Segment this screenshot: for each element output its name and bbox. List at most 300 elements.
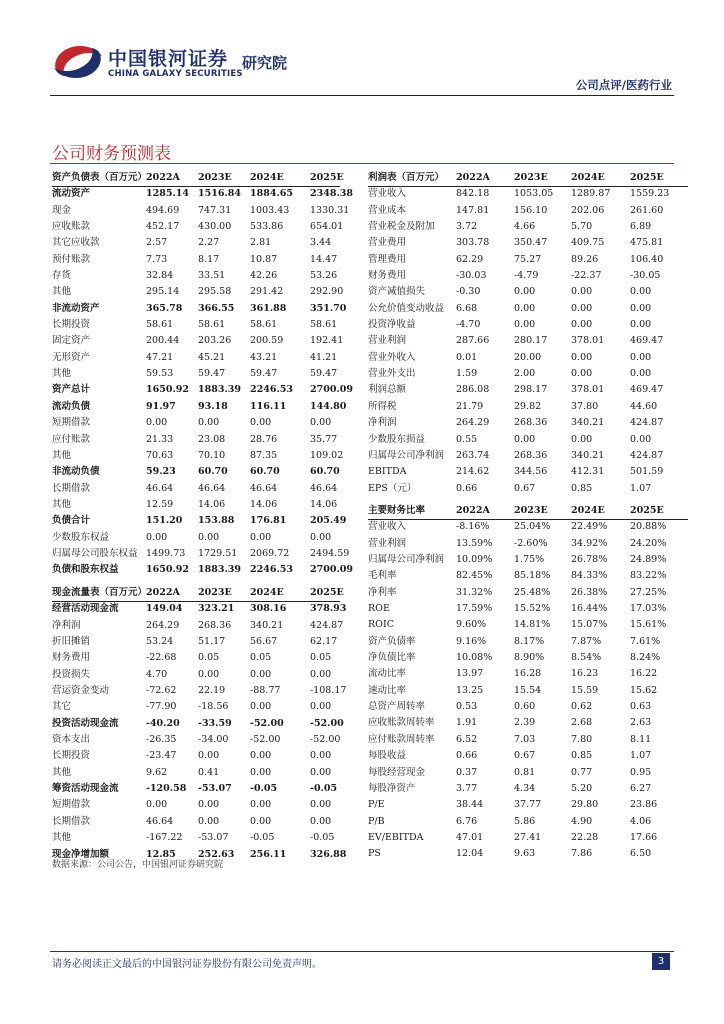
row-label: 利润总额 bbox=[368, 384, 407, 396]
cell-value: 0.55 bbox=[456, 433, 478, 445]
cell-value: -33.59 bbox=[198, 717, 232, 729]
table-row bbox=[368, 617, 688, 633]
row-label: 其他 bbox=[52, 286, 72, 298]
cell-value: 533.86 bbox=[250, 221, 284, 233]
table-row bbox=[52, 667, 340, 683]
column-header: 2022A bbox=[456, 172, 490, 183]
row-label: 每股收益 bbox=[368, 750, 407, 762]
row-label: 投资损失 bbox=[52, 668, 91, 680]
cell-value: 23.08 bbox=[198, 433, 226, 445]
row-label: 流动资产 bbox=[52, 188, 91, 200]
cell-value: 323.21 bbox=[198, 603, 235, 615]
cell-value: 8.24% bbox=[630, 652, 661, 664]
cell-value: -52.00 bbox=[250, 734, 281, 746]
row-label: 流动比率 bbox=[368, 668, 407, 680]
row-label: 折旧摊销 bbox=[52, 636, 91, 648]
table-header-row bbox=[52, 585, 344, 601]
row-label: 营业外收入 bbox=[368, 351, 416, 363]
cell-value: 291.42 bbox=[250, 286, 284, 298]
cell-value: 59.23 bbox=[146, 466, 176, 478]
table-row bbox=[52, 333, 344, 349]
cell-value: 15.52% bbox=[514, 603, 551, 615]
cell-value: 14.06 bbox=[250, 498, 278, 510]
row-label: 应收账款周转率 bbox=[368, 717, 435, 729]
cell-value: -52.00 bbox=[310, 734, 341, 746]
cell-value: 287.66 bbox=[456, 335, 490, 347]
row-label: 净利润 bbox=[368, 417, 397, 429]
row-label: 应付账款周转率 bbox=[368, 733, 435, 745]
cell-value: 494.69 bbox=[146, 204, 180, 216]
cell-value: 344.56 bbox=[514, 466, 548, 478]
row-label: 公允价值变动收益 bbox=[368, 302, 445, 314]
cell-value: 91.97 bbox=[146, 400, 176, 412]
cell-value: 153.88 bbox=[198, 515, 235, 527]
cell-value: 13.97 bbox=[456, 668, 484, 680]
cell-value: 0.00 bbox=[198, 799, 220, 811]
row-label: 财务费用 bbox=[368, 270, 407, 282]
cell-value: 200.59 bbox=[250, 335, 284, 347]
income-statement-table bbox=[368, 170, 688, 497]
section-title: 公司财务预测表 bbox=[52, 144, 171, 164]
cell-value: 501.59 bbox=[630, 466, 664, 478]
cell-value: 0.41 bbox=[198, 766, 220, 778]
cell-value: 10.08% bbox=[456, 652, 493, 664]
cell-value: 0.67 bbox=[514, 750, 536, 762]
column-header: 2022A bbox=[146, 587, 180, 598]
cell-value: 62.29 bbox=[456, 253, 484, 265]
cell-value: 15.61% bbox=[630, 619, 667, 631]
cell-value: 0.00 bbox=[198, 531, 220, 543]
cell-value: 2348.38 bbox=[310, 188, 353, 200]
cell-value: 15.62 bbox=[630, 684, 658, 696]
cell-value: 264.29 bbox=[456, 417, 490, 429]
table-title: 主要财务比率 bbox=[368, 505, 426, 516]
row-label: 资产负债率 bbox=[368, 635, 416, 647]
cell-value: -0.30 bbox=[456, 286, 481, 298]
cell-value: 0.00 bbox=[250, 417, 272, 429]
cell-value: 0.00 bbox=[630, 433, 652, 445]
table-row bbox=[368, 699, 688, 715]
row-label: 其他 bbox=[52, 498, 72, 510]
cell-value: 10.09% bbox=[456, 554, 493, 566]
row-label: 负债和股东权益 bbox=[52, 564, 119, 576]
cell-value: 0.00 bbox=[198, 750, 220, 762]
cell-value: 15.54 bbox=[514, 684, 542, 696]
row-label: 资产减值损失 bbox=[368, 286, 426, 298]
financial-ratios-table bbox=[368, 503, 688, 863]
row-label: 其它应收款 bbox=[52, 237, 100, 249]
table-row bbox=[52, 797, 340, 813]
cell-value: 14.06 bbox=[310, 498, 338, 510]
cell-value: 1883.39 bbox=[198, 384, 241, 396]
row-label: 现金 bbox=[52, 204, 72, 216]
table-row bbox=[52, 415, 340, 431]
cell-value: 0.00 bbox=[250, 799, 272, 811]
cell-value: 0.00 bbox=[250, 701, 272, 713]
row-label: 存货 bbox=[52, 270, 72, 282]
table-row bbox=[52, 830, 340, 846]
cell-value: 176.81 bbox=[250, 515, 287, 527]
table-row bbox=[52, 765, 340, 781]
page-number: 3 bbox=[652, 953, 670, 970]
table-row bbox=[368, 585, 688, 601]
cell-value: 59.47 bbox=[250, 368, 278, 380]
row-label: PS bbox=[368, 848, 381, 860]
cell-value: 1.59 bbox=[456, 368, 478, 380]
table-row bbox=[368, 715, 688, 731]
cell-value: 37.80 bbox=[571, 400, 599, 412]
cell-value: 9.63 bbox=[514, 848, 536, 860]
cell-value: 106.40 bbox=[630, 253, 664, 265]
cell-value: 6.76 bbox=[456, 815, 478, 827]
row-label: 营业费用 bbox=[368, 237, 407, 249]
cell-value: 151.20 bbox=[146, 515, 183, 527]
cell-value: 14.06 bbox=[198, 498, 226, 510]
cell-value: 15.07% bbox=[571, 619, 608, 631]
cell-value: 8.90% bbox=[514, 652, 545, 664]
cell-value: 0.00 bbox=[198, 668, 220, 680]
cell-value: 58.61 bbox=[310, 319, 338, 331]
cell-value: 1650.92 bbox=[146, 564, 189, 576]
table-row bbox=[368, 268, 688, 284]
table-row bbox=[368, 519, 688, 535]
table-row bbox=[52, 699, 340, 715]
cell-value: 1729.51 bbox=[198, 547, 238, 559]
table-row bbox=[52, 497, 340, 513]
table-row bbox=[52, 732, 340, 748]
table-row bbox=[52, 481, 340, 497]
cell-value: 0.85 bbox=[571, 482, 593, 494]
table-header-row bbox=[52, 170, 344, 186]
cell-value: -40.20 bbox=[146, 717, 180, 729]
cell-value: 1559.23 bbox=[630, 188, 670, 200]
cell-value: 59.53 bbox=[146, 368, 174, 380]
row-label: EV/EBITDA bbox=[368, 831, 424, 843]
cell-value: -0.05 bbox=[250, 783, 278, 795]
cell-value: 298.17 bbox=[514, 384, 548, 396]
row-label: 应付账款 bbox=[52, 433, 91, 445]
table-row bbox=[368, 219, 688, 235]
row-label: 总资产周转率 bbox=[368, 701, 426, 713]
cell-value: 452.17 bbox=[146, 221, 180, 233]
cell-value: 46.64 bbox=[310, 482, 338, 494]
row-label: 营业利润 bbox=[368, 335, 407, 347]
cell-value: 1.75% bbox=[514, 554, 545, 566]
cell-value: 46.64 bbox=[198, 482, 226, 494]
cell-value: 4.34 bbox=[514, 782, 536, 794]
cell-value: 424.87 bbox=[630, 449, 664, 461]
table-row bbox=[52, 399, 347, 415]
row-label: 营业成本 bbox=[368, 204, 407, 216]
footer-divider bbox=[50, 951, 674, 952]
table-row bbox=[368, 814, 688, 830]
row-label: 资本支出 bbox=[52, 734, 91, 746]
cell-value: 1499.73 bbox=[146, 547, 186, 559]
cell-value: 412.31 bbox=[571, 466, 605, 478]
cell-value: 29.82 bbox=[514, 400, 542, 412]
table-row bbox=[368, 666, 688, 682]
cell-value: -0.05 bbox=[250, 832, 275, 844]
table-row bbox=[368, 317, 688, 333]
cell-value: 8.17 bbox=[198, 253, 220, 265]
cell-value: 37.77 bbox=[514, 799, 542, 811]
cell-value: 16.23 bbox=[571, 668, 599, 680]
row-label: 非流动资产 bbox=[52, 302, 100, 314]
cell-value: 22.28 bbox=[571, 831, 599, 843]
cell-value: 261.60 bbox=[630, 204, 664, 216]
cell-value: 0.00 bbox=[514, 286, 536, 298]
table-row bbox=[368, 601, 688, 617]
report-category: 公司点评/医药行业 bbox=[575, 78, 672, 92]
row-label: P/E bbox=[368, 799, 385, 811]
cell-value: 0.00 bbox=[310, 766, 332, 778]
cell-value: 5.70 bbox=[571, 221, 593, 233]
row-label: 财务费用 bbox=[52, 652, 91, 664]
cell-value: 14.47 bbox=[310, 253, 338, 265]
cell-value: 1289.87 bbox=[571, 188, 611, 200]
cell-value: 0.53 bbox=[456, 701, 478, 713]
cell-value: 44.60 bbox=[630, 400, 658, 412]
cell-value: 4.06 bbox=[630, 815, 652, 827]
cell-value: 0.67 bbox=[514, 482, 536, 494]
cell-value: 200.44 bbox=[146, 335, 180, 347]
cell-value: 83.22% bbox=[630, 570, 667, 582]
cell-value: 475.81 bbox=[630, 237, 664, 249]
cell-value: 3.44 bbox=[310, 237, 332, 249]
cell-value: 361.88 bbox=[250, 302, 287, 314]
cell-value: 59.47 bbox=[198, 368, 226, 380]
cell-value: 28.76 bbox=[250, 433, 278, 445]
cell-value: 25.04% bbox=[514, 521, 551, 533]
cell-value: -23.47 bbox=[146, 750, 177, 762]
brand-name-cn: 中国银河证券 bbox=[108, 48, 229, 70]
cell-value: 53.24 bbox=[146, 636, 174, 648]
table-row bbox=[368, 650, 688, 666]
cell-value: 3.77 bbox=[456, 782, 478, 794]
cell-value: 0.00 bbox=[310, 815, 332, 827]
cell-value: 16.28 bbox=[514, 668, 542, 680]
table-row bbox=[52, 562, 353, 578]
row-label: 短期借款 bbox=[52, 417, 91, 429]
cell-value: 340.21 bbox=[250, 619, 284, 631]
cell-value: 70.10 bbox=[198, 449, 226, 461]
cell-value: 192.41 bbox=[310, 335, 344, 347]
cell-value: 20.88% bbox=[630, 521, 667, 533]
cell-value: 7.80 bbox=[571, 733, 593, 745]
row-label: 预付账款 bbox=[52, 253, 91, 265]
cell-value: 33.51 bbox=[198, 270, 226, 282]
cell-value: -2.60% bbox=[514, 537, 548, 549]
cell-value: 3.72 bbox=[456, 221, 478, 233]
cell-value: -77.90 bbox=[146, 701, 177, 713]
cell-value: 326.88 bbox=[310, 848, 347, 860]
table-row bbox=[368, 568, 688, 584]
cell-value: 430.00 bbox=[198, 221, 232, 233]
cell-value: 24.20% bbox=[630, 537, 667, 549]
cell-value: 0.00 bbox=[310, 417, 332, 429]
column-header: 2023E bbox=[198, 587, 232, 598]
table-header-row bbox=[368, 503, 688, 519]
cell-value: -22.37 bbox=[571, 270, 602, 282]
cell-value: 2069.72 bbox=[250, 547, 290, 559]
cell-value: 15.59 bbox=[571, 684, 599, 696]
cell-value: 85.18% bbox=[514, 570, 551, 582]
cell-value: 17.66 bbox=[630, 831, 658, 843]
row-label: 营运资金变动 bbox=[52, 685, 110, 697]
cell-value: 0.00 bbox=[310, 799, 332, 811]
cell-value: 0.63 bbox=[630, 701, 652, 713]
cash-flow-table bbox=[52, 585, 347, 863]
cell-value: 12.85 bbox=[146, 848, 176, 860]
table-row bbox=[52, 814, 340, 830]
table-row bbox=[52, 530, 340, 546]
cell-value: -52.00 bbox=[250, 717, 284, 729]
column-header: 2024E bbox=[250, 172, 284, 183]
cell-value: 0.00 bbox=[630, 351, 652, 363]
column-header: 2024E bbox=[571, 172, 605, 183]
table-row bbox=[368, 252, 688, 268]
table-row bbox=[52, 350, 340, 366]
row-label: 净利率 bbox=[368, 586, 397, 598]
cell-value: 1.91 bbox=[456, 717, 478, 729]
cell-value: 0.00 bbox=[250, 750, 272, 762]
cell-value: 1.07 bbox=[630, 750, 652, 762]
table-row bbox=[52, 186, 353, 202]
table-row bbox=[52, 634, 340, 650]
cell-value: 378.01 bbox=[571, 384, 605, 396]
cell-value: 0.00 bbox=[571, 302, 593, 314]
cell-value: 0.77 bbox=[571, 766, 593, 778]
table-row bbox=[368, 481, 688, 497]
column-header: 2023E bbox=[514, 505, 548, 516]
cell-value: 82.45% bbox=[456, 570, 493, 582]
cell-value: 268.36 bbox=[198, 619, 232, 631]
row-label: ROE bbox=[368, 603, 390, 615]
cell-value: 20.00 bbox=[514, 351, 542, 363]
table-row bbox=[368, 399, 688, 415]
cell-value: 46.64 bbox=[146, 815, 174, 827]
table-row bbox=[368, 464, 688, 480]
institute-label: 研究院 bbox=[242, 54, 288, 72]
table-row bbox=[368, 203, 688, 219]
cell-value: 0.05 bbox=[198, 652, 220, 664]
cell-value: 6.50 bbox=[630, 848, 652, 860]
cell-value: 7.73 bbox=[146, 253, 168, 265]
cell-value: 6.27 bbox=[630, 782, 652, 794]
table-row bbox=[52, 601, 347, 617]
cell-value: 75.27 bbox=[514, 253, 542, 265]
table-row bbox=[368, 536, 688, 552]
cell-value: 747.31 bbox=[198, 204, 232, 216]
cell-value: 7.86 bbox=[571, 848, 593, 860]
row-label: 营业外支出 bbox=[368, 368, 416, 380]
row-label: 归属母公司股东权益 bbox=[52, 547, 138, 559]
cell-value: 1330.31 bbox=[310, 204, 350, 216]
galaxy-logo-icon bbox=[50, 40, 106, 84]
cell-value: 0.00 bbox=[198, 417, 220, 429]
table-row bbox=[52, 252, 340, 268]
cell-value: 12.04 bbox=[456, 848, 484, 860]
cell-value: 144.80 bbox=[310, 400, 347, 412]
cell-value: 365.78 bbox=[146, 302, 183, 314]
cell-value: 0.00 bbox=[310, 668, 332, 680]
cell-value: 41.21 bbox=[310, 351, 338, 363]
cell-value: 60.70 bbox=[198, 466, 228, 478]
balance-sheet-table bbox=[52, 170, 353, 579]
cell-value: 22.49% bbox=[571, 521, 608, 533]
row-label: 管理费用 bbox=[368, 253, 407, 265]
cell-value: 0.00 bbox=[514, 302, 536, 314]
cell-value: 5.20 bbox=[571, 782, 593, 794]
table-row bbox=[368, 634, 688, 650]
table-row bbox=[52, 235, 340, 251]
table-row bbox=[368, 781, 688, 797]
table-row bbox=[368, 415, 688, 431]
cell-value: 1003.43 bbox=[250, 204, 290, 216]
cell-value: 58.61 bbox=[198, 319, 226, 331]
cell-value: -8.16% bbox=[456, 521, 490, 533]
cell-value: 84.33% bbox=[571, 570, 608, 582]
cell-value: 469.47 bbox=[630, 335, 664, 347]
cell-value: 0.00 bbox=[571, 368, 593, 380]
cell-value: 35.77 bbox=[310, 433, 338, 445]
row-label: EPS（元） bbox=[368, 482, 417, 494]
cell-value: -52.00 bbox=[310, 717, 344, 729]
cell-value: 87.35 bbox=[250, 449, 278, 461]
cell-value: 8.11 bbox=[630, 733, 652, 745]
cell-value: 0.00 bbox=[514, 433, 536, 445]
cell-value: 295.58 bbox=[198, 286, 232, 298]
cell-value: 205.49 bbox=[310, 515, 347, 527]
row-label: 现金净增加额 bbox=[52, 848, 110, 860]
table-row bbox=[52, 748, 340, 764]
cell-value: 340.21 bbox=[571, 417, 605, 429]
row-label: 负债合计 bbox=[52, 515, 91, 527]
row-label: 经营活动现金流 bbox=[52, 603, 119, 615]
cell-value: 34.92% bbox=[571, 537, 608, 549]
row-label: 净负债比率 bbox=[368, 652, 416, 664]
cell-value: 46.64 bbox=[146, 482, 174, 494]
row-label: 速动比率 bbox=[368, 684, 407, 696]
cell-value: 43.21 bbox=[250, 351, 278, 363]
row-label: 应收账款 bbox=[52, 221, 91, 233]
row-label: 其他 bbox=[52, 449, 72, 461]
cell-value: 0.00 bbox=[310, 701, 332, 713]
table-row bbox=[368, 284, 688, 300]
table-row bbox=[52, 683, 347, 699]
cell-value: 60.70 bbox=[310, 466, 340, 478]
cell-value: 58.61 bbox=[146, 319, 174, 331]
cell-value: -30.05 bbox=[630, 270, 661, 282]
cell-value: 366.55 bbox=[198, 302, 235, 314]
cell-value: 286.08 bbox=[456, 384, 490, 396]
cell-value: 46.64 bbox=[250, 482, 278, 494]
cell-value: 53.26 bbox=[310, 270, 338, 282]
cell-value: -26.35 bbox=[146, 734, 177, 746]
row-label: 无形资产 bbox=[52, 351, 91, 363]
cell-value: 0.62 bbox=[571, 701, 593, 713]
cell-value: 16.22 bbox=[630, 668, 658, 680]
cell-value: -88.77 bbox=[250, 685, 281, 697]
row-label: 资产总计 bbox=[52, 384, 91, 396]
table-row bbox=[52, 464, 340, 480]
table-row bbox=[52, 546, 350, 562]
cell-value: 26.78% bbox=[571, 554, 608, 566]
cell-value: 0.00 bbox=[630, 302, 652, 314]
row-label: ROIC bbox=[368, 619, 394, 631]
cell-value: 469.47 bbox=[630, 384, 664, 396]
cell-value: 17.59% bbox=[456, 603, 493, 615]
